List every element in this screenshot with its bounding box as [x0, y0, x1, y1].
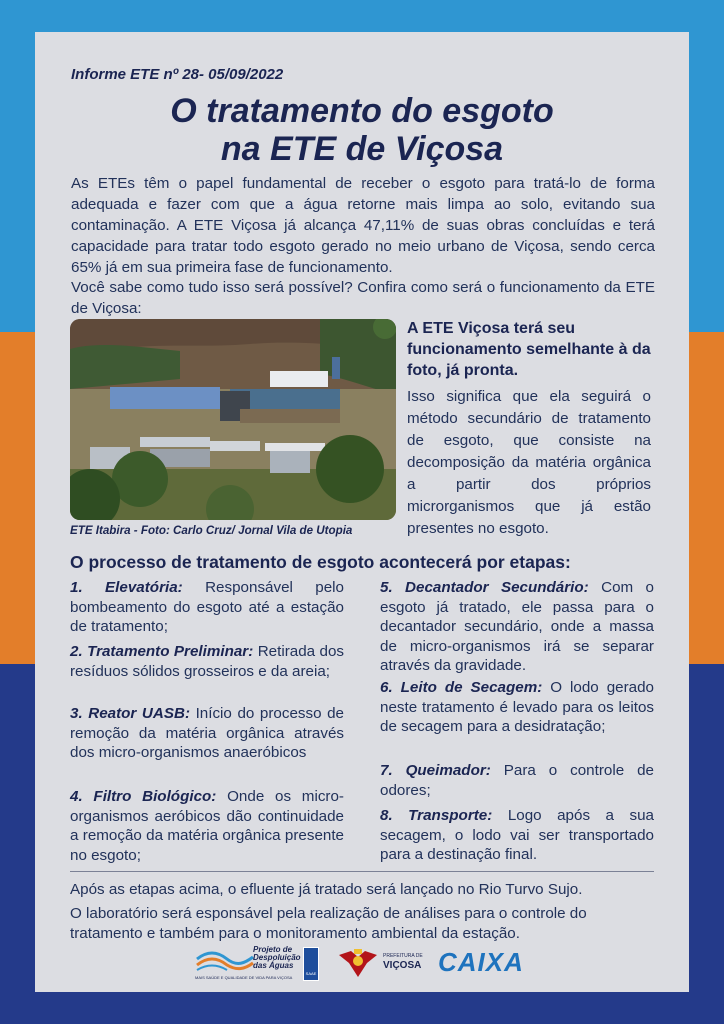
step-text: Responsável pelo bombeamento do esgoto até a estação de tratamento; — [70, 579, 344, 635]
step-2 — [70, 642, 344, 681]
prefeitura-city: VIÇOSA — [383, 960, 422, 971]
step-title: 8. Transporte: — [380, 807, 493, 824]
issue-label: Informe ETE nº 28- 05/09/2022 — [71, 66, 284, 83]
viçosa-coat-of-arms-icon — [337, 947, 379, 981]
step-text: Retirada dos resíduos sólidos grosseiros e da areia; — [70, 643, 344, 680]
photo-headline: A ETE Viçosa terá seu funcionamento semelhante à da foto, já pronta. — [407, 320, 651, 379]
step-3 — [70, 704, 344, 763]
step-title: 2. Tratamento Preliminar: — [70, 643, 254, 660]
caixa-logo: CAIXA — [438, 947, 524, 977]
project-logo-line: das Águas — [253, 961, 294, 970]
steps-heading: O processo de tratamento de esgoto acontecerá por etapas: — [70, 552, 571, 572]
step-title: 4. Filtro Biológico: — [70, 788, 217, 805]
water-wave-icon — [195, 949, 255, 973]
step-text: Início do processo de remoção da matéria orgânica através dos micro-organismos anaeróbicos — [70, 705, 344, 761]
ete-photo — [70, 319, 396, 520]
footer-line-1: Após as etapas acima, o efluente já tratado será lançado no Rio Turvo Sujo. — [70, 881, 583, 898]
project-logo-line: Projeto de — [253, 945, 293, 954]
step-text: Logo após a sua secagem, o lodo vai ser transportado para a destinação final. — [380, 807, 654, 863]
project-logo-text — [253, 946, 301, 970]
step-text: O lodo gerado neste tratamento é levado para os leitos de secagem para a desidratação; — [380, 679, 654, 735]
step-7 — [380, 761, 654, 800]
step-title: 5. Decantador Secundário: — [380, 579, 589, 596]
bulletin-card — [35, 32, 689, 992]
partner-logos — [195, 945, 555, 985]
photo-caption: ETE Itabira - Foto: Carlo Cruz/ Jornal Vila de Utopia — [70, 524, 353, 537]
step-8 — [380, 806, 654, 865]
step-4 — [70, 787, 344, 865]
step-text: Para o controle de odores; — [380, 762, 654, 799]
page-title-line2: na ETE de Viçosa — [220, 130, 504, 168]
project-logo-line: Despoluição — [253, 953, 301, 962]
intro-paragraph: As ETEs têm o papel fundamental de receber o esgoto para tratá-lo de forma adequada e fazer com que a água retorne mais limpa ao solo, evitando sua contaminação. A ETE Viçosa já alcança 47,11% de suas obras concluídas e terá capacidade para tratar todo esgoto gerado no meio urbano de Viçosa, sendo cerca 65% já em sua primeira fase de funcionamento. — [71, 175, 655, 276]
divider — [70, 871, 654, 872]
page-title-line1: O tratamento do esgoto — [170, 92, 554, 130]
step-text: Com o esgoto já tratado, ele passa para o decantador secundário, onde a massa de micro-organismos irá se separar através da gravidade. — [380, 579, 654, 674]
step-6 — [380, 678, 654, 737]
saae-logo — [303, 947, 319, 981]
step-title: 6. Leito de Secagem: — [380, 679, 543, 696]
footer-line-2: O laboratório será esponsável pela realização de análises para o controle do tratamento e também para o monitoramento ambiental da estação. — [70, 905, 587, 942]
step-5 — [380, 578, 654, 676]
project-tagline: MAIS SAÚDE E QUALIDADE DE VIDA PARA VIÇOSA — [195, 975, 293, 980]
step-title: 7. Queimador: — [380, 762, 491, 779]
intro-question: Você sabe como tudo isso será possível? Confira como será o funcionamento da ETE de Viçosa: — [71, 279, 655, 317]
step-title: 1. Elevatória: — [70, 579, 183, 596]
photo-description: Isso significa que ela seguirá o método secundário de tratamento de esgoto, que consiste na decomposição da matéria orgânica a partir dos próprios microrganismos que já estão presentes no esgoto. — [407, 388, 651, 537]
step-1 — [70, 578, 344, 637]
step-text: Onde os micro-organismos aeróbicos dão continuidade a remoção da matéria orgânica presente no esgoto; — [70, 788, 344, 864]
step-title: 3. Reator UASB: — [70, 705, 190, 722]
prefeitura-label: PREFEITURA DE — [383, 953, 423, 959]
saae-logo-text: SAAE — [305, 971, 317, 976]
